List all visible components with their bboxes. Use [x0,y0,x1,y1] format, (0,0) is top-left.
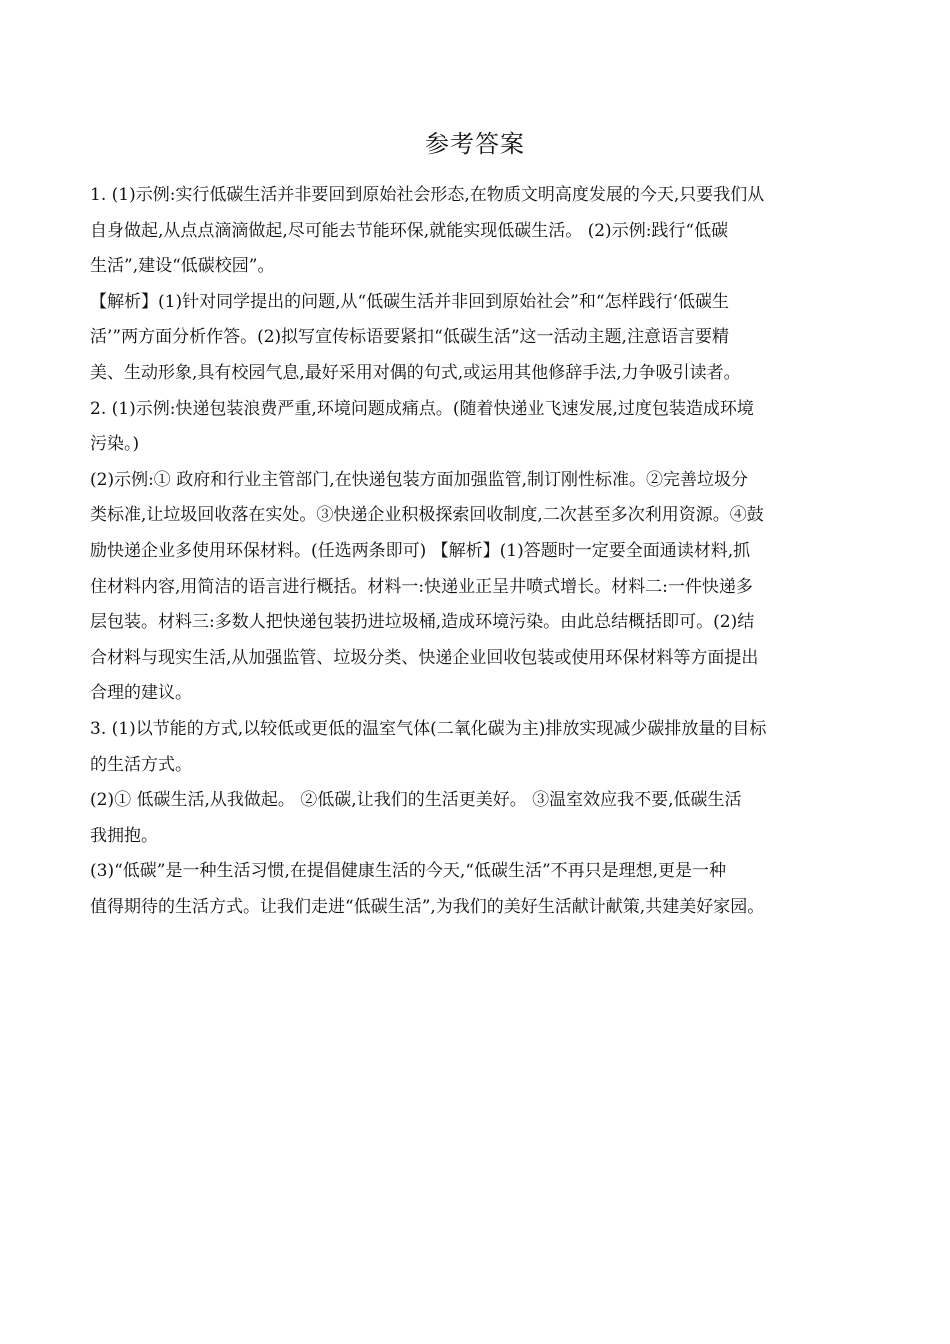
text-line: 的生活方式。 [90,754,192,775]
text-line: 合材料与现实生活,从加强监管、垃圾分类、快递企业回收包装或使用环保材料等方面提出 [90,647,759,668]
text-line: 我拥抱。 [90,825,158,846]
text-line: 励快递企业多使用环保材料。(任选两条即可) 【解析】(1)答题时一定要全面通读材料,抓 [90,540,751,561]
text-line: 住材料内容,用简洁的语言进行概括。材料一:快递业正呈井喷式增长。材料二:一件快递多 [90,576,753,597]
text-line: (2)① 低碳生活,从我做起。 ②低碳,让我们的生活更美好。 ③温室效应我不要,低碳生活 [90,790,742,811]
text-line: 3. (1)以节能的方式,以较低或更低的温室气体(二氧化碳为主)排放实现减少碳排放量的目标 [90,718,767,739]
text-line: 2. (1)示例:快递包装浪费严重,环境问题成痛点。(随着快递业飞速发展,过度包装造成环境 [90,398,754,419]
text-line: (2)示例:① 政府和行业主管部门,在快递包装方面加强监管,制订刚性标准。②完善垃圾分 [90,469,749,490]
text-line: 污染。) [90,434,140,455]
page-title: 参考答案 [425,130,525,158]
text-line: 类标准,让垃圾回收落在实处。③快递企业积极探索回收制度,二次甚至多次利用资源。④鼓 [90,505,764,526]
text-line: 美、生动形象,具有校园气息,最好采用对偶的句式,或运用其他修辞手法,力争吸引读者。 [90,362,741,383]
text-line: 值得期待的生活方式。让我们走进“低碳生活”,为我们的美好生活献计献策,共建美好家园。 [90,896,765,917]
text-line: 1. (1)示例:实行低碳生活并非要回到原始社会形态,在物质文明高度发展的今天,只要我们从 [90,185,765,205]
text-line: (3)“低碳”是一种生活习惯,在提倡健康生活的今天,“低碳生活”不再只是理想,更是一种 [90,861,727,882]
text-line: 【解析】(1)针对同学提出的问题,从“低碳生活并非回到原始社会”和“怎样践行‘低碳生 [90,291,729,312]
text-line: 自身做起,从点点滴滴做起,尽可能去节能环保,就能实现低碳生活。 (2)示例:践行“低碳 [90,220,729,241]
text-line: 活’”两方面分析作答。(2)拟写宣传标语要紧扣“低碳生活”这一活动主题,注意语言要精 [90,327,729,348]
text-line: 层包装。材料三:多数人把快递包装扔进垃圾桶,造成环境污染。由此总结概括即可。(2)结 [90,612,755,633]
answer-body [90,178,870,925]
text-line: 生活”,建设“低碳校园”。 [90,256,275,277]
text-line: 合理的建议。 [90,683,192,704]
